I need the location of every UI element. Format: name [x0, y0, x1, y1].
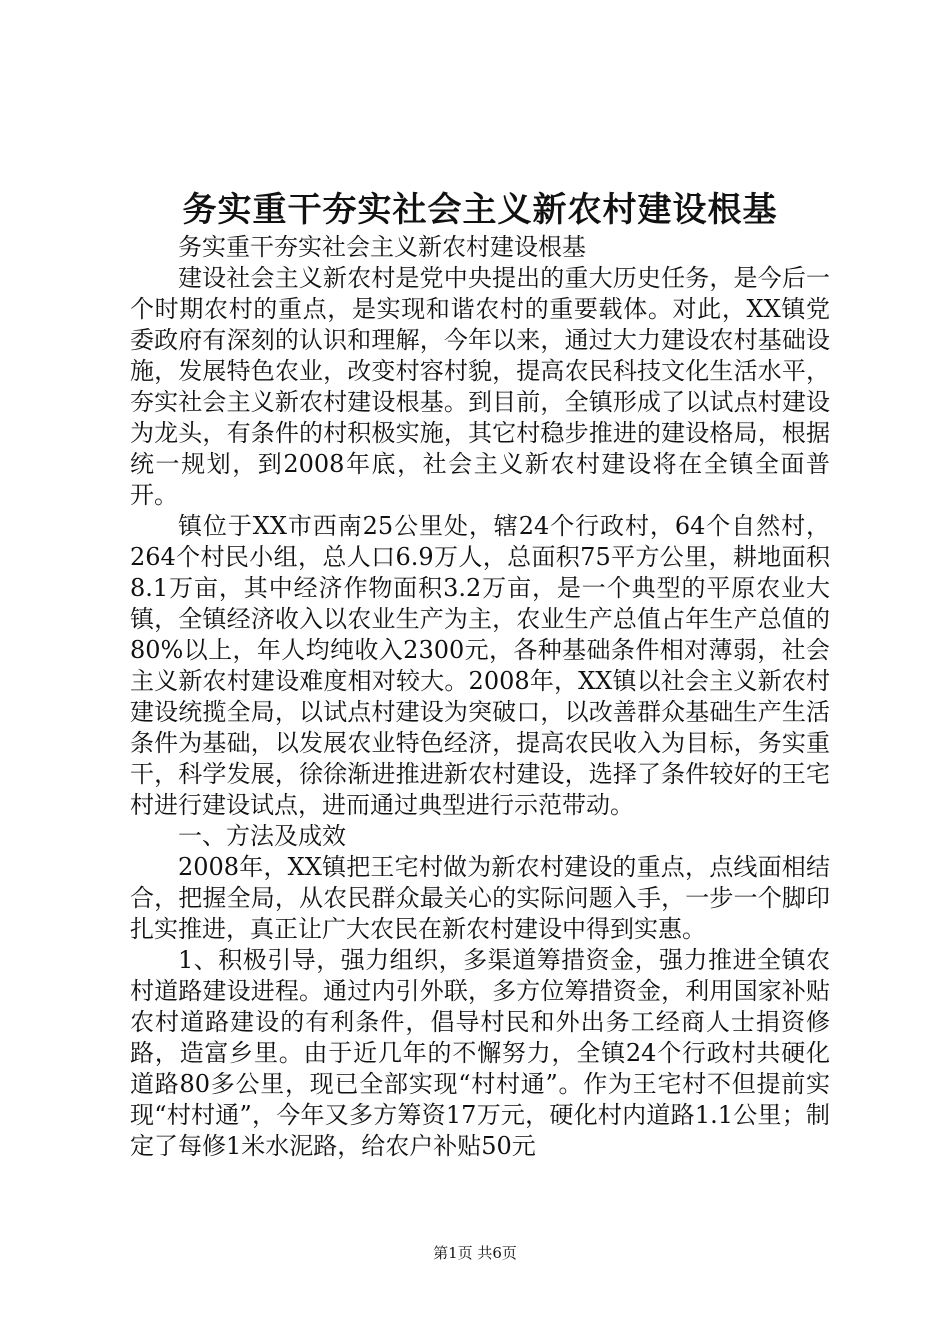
paragraph-roads: 1、积极引导，强力组织，多渠道筹措资金，强力推进全镇农村道路建设进程。通过内引外联，多方位筹措资金，利用国家补贴农村道路建设的有利条件，倡导村民和外出务工经商人士捐资修路，造富乡里。由于近几年的不懈努力，全镇24个行政村共硬化道路80多公里，现已全部实现“村村通”。作为王宅村不但提前实现“村村通”，今年又多方筹资17万元，硬化村内道路1.1公里；制定了每修1米水泥路，给农户补贴50元: [130, 946, 830, 1160]
document-title: 务实重干夯实社会主义新农村建设根基: [182, 190, 778, 230]
document-subtitle: 务实重干夯实社会主义新农村建设根基: [178, 233, 586, 261]
paragraph-methods: 2008年，XX镇把王宅村做为新农村建设的重点，点线面相结合，把握全局，从农民群众最关心的实际问题入手，一步一个脚印扎实推进，真正让广大农民在新农村建设中得到实惠。: [130, 853, 830, 943]
paragraph-intro: 建设社会主义新农村是党中央提出的重大历史任务，是今后一个时期农村的重点，是实现和谐农村的重要载体。对此，XX镇党委政府有深刻的认识和理解，今年以来，通过大力建设农村基础设施，发展特色农业，改变村容村貌，提高农民科技文化生活水平，夯实社会主义新农村建设根基。到目前，全镇形成了以试点村建设为龙头，有条件的村积极实施，其它村稳步推进的建设格局，根据统一规划，到2008年底，社会主义新农村建设将在全镇全面普开。: [130, 264, 830, 509]
paragraph-overview: 镇位于XX市西南25公里处，辖24个行政村，64个自然村，264个村民小组，总人口6.9万人，总面积75平方公里，耕地面积8.1万亩，其中经济作物面积3.2万亩，是一个典型的平原农业大镇，全镇经济收入以农业生产为主，农业生产总值占年生产总值的80%以上，年人均纯收入2300元，各种基础条件相对薄弱，社会主义新农村建设难度相对较大。2008年，XX镇以社会主义新农村建设统揽全局，以试点村建设为突破口，以改善群众基础生产生活条件为基础，以发展农业特色经济，提高农民收入为目标，务实重干，科学发展，徐徐渐进推进新农村建设，选择了条件较好的王宅村进行建设试点，进而通过典型进行示范带动。: [130, 512, 830, 819]
document-body: [130, 232, 830, 1162]
page-number-footer: 第1页 共6页: [433, 1244, 517, 1262]
section-heading: 一、方法及成效: [178, 822, 346, 850]
